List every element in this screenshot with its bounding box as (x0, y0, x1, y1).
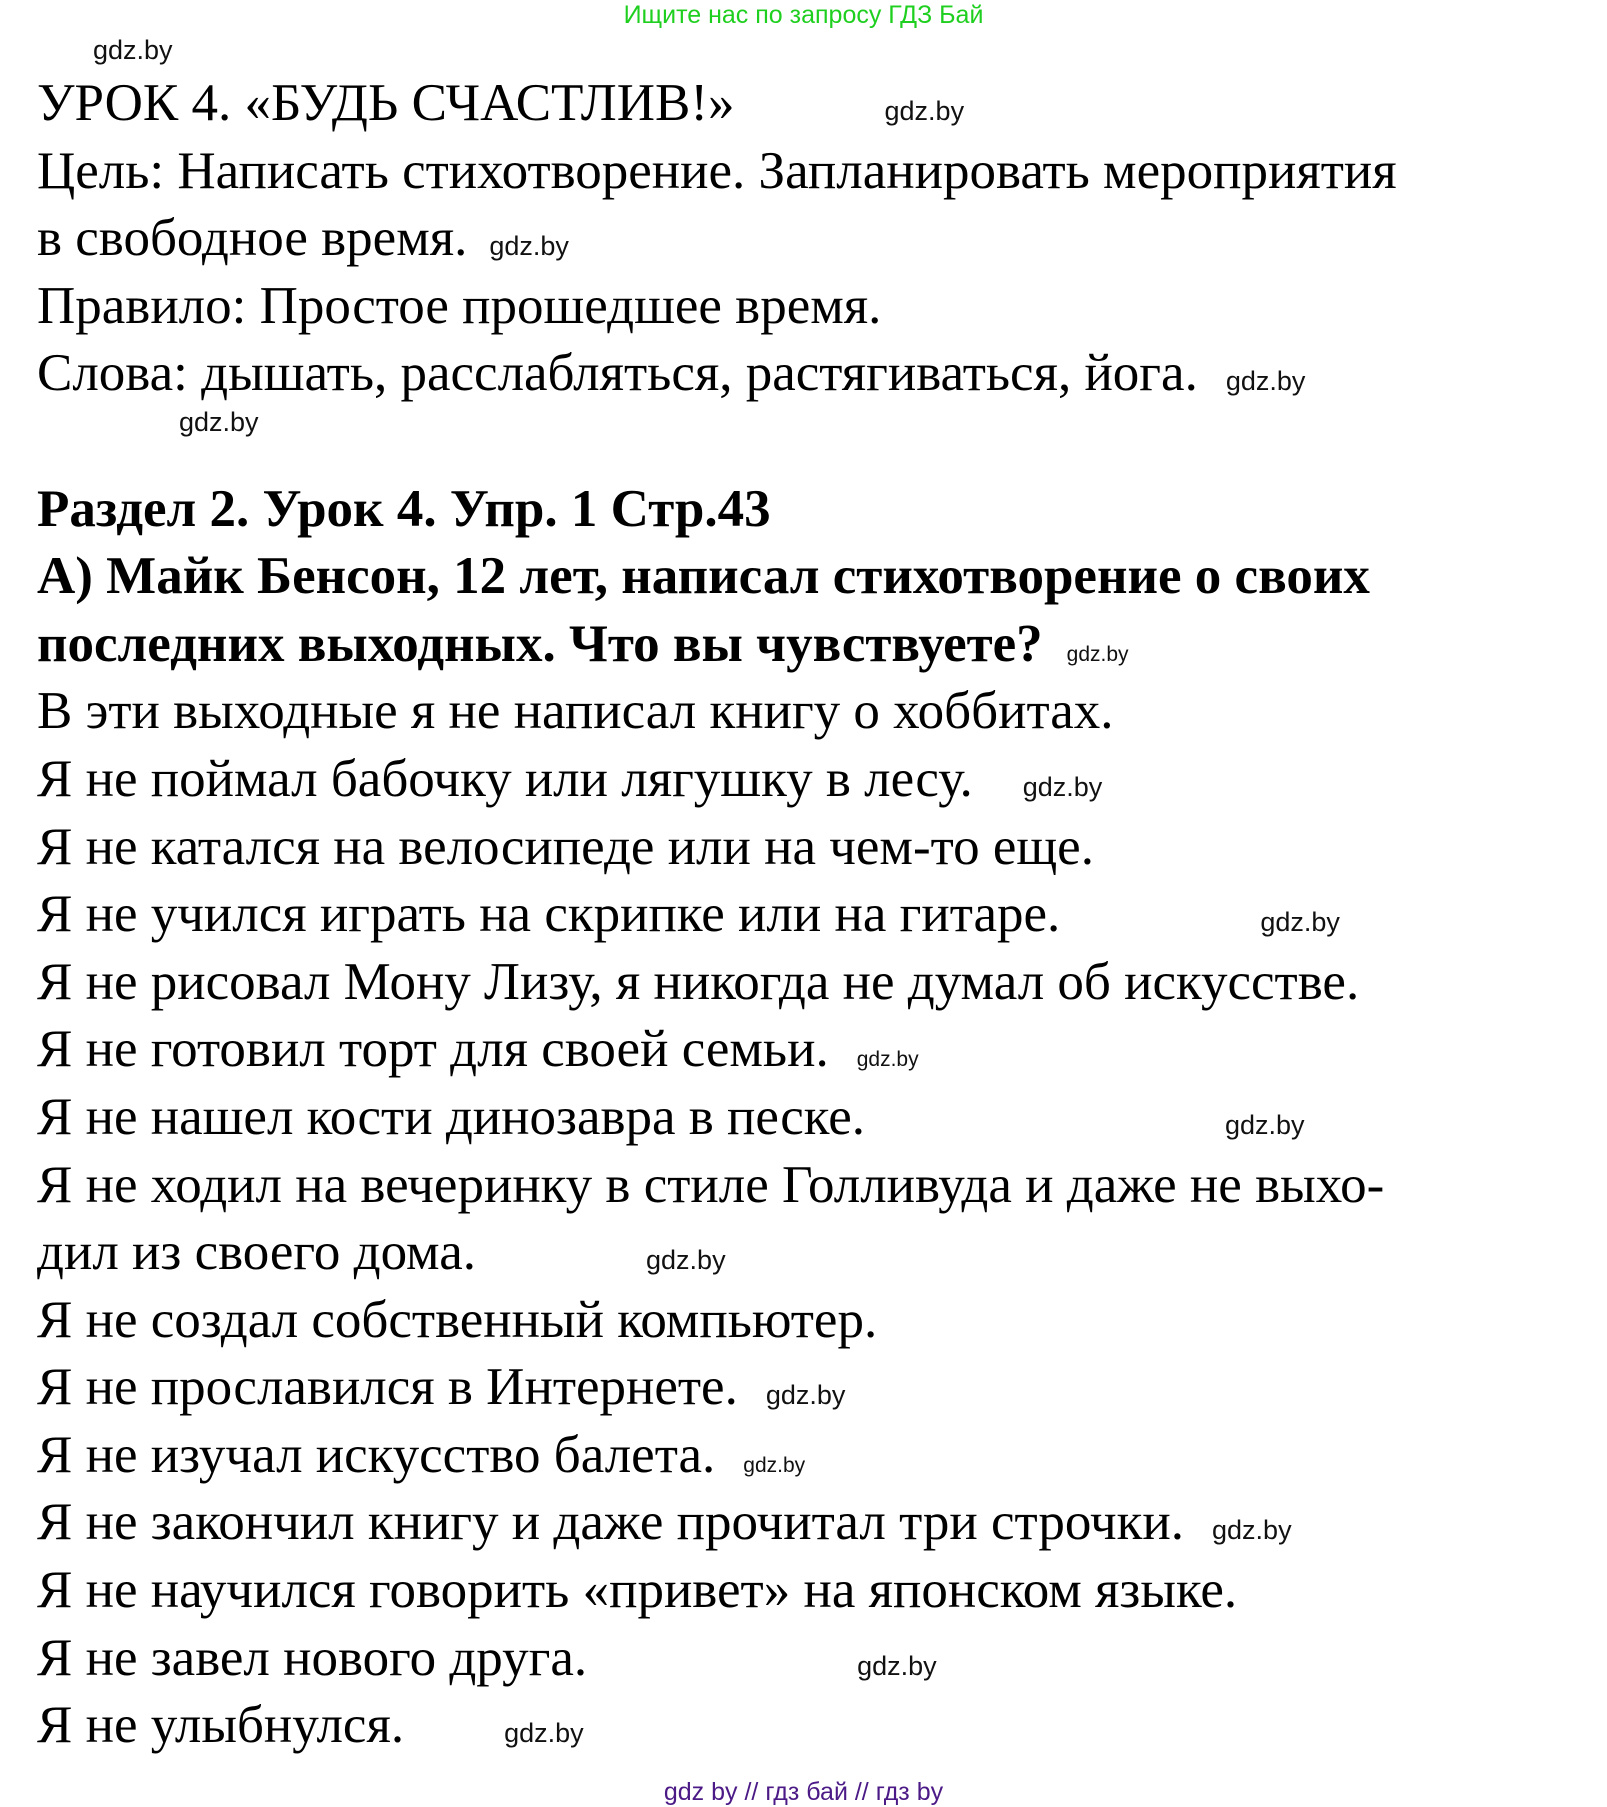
poem-row (37, 1354, 845, 1422)
poem-line: Я не закончил книгу и даже прочитал три строчки. (37, 1493, 1185, 1552)
watermark: gdz.by (1066, 642, 1129, 666)
watermark: gdz.by (1225, 1109, 1305, 1140)
poem-row (37, 1422, 805, 1490)
lesson-title: УРОК 4. «БУДЬ СЧАСТЛИВ!» (37, 74, 735, 132)
watermark: gdz.by (179, 406, 259, 437)
watermark: gdz.by (504, 1718, 584, 1749)
watermark: gdz.by (1212, 1515, 1292, 1546)
poem-line: Я не завел нового друга. (37, 1628, 588, 1687)
task-line-2-row (37, 611, 1129, 679)
task-line-2: последних выходных. Что вы чувствуете? (37, 614, 1043, 673)
poem-row (37, 678, 1114, 746)
poem-row (37, 949, 1359, 1017)
poem-line: Я не прославился в Интернете. (37, 1358, 738, 1417)
watermark: gdz.by (93, 35, 173, 65)
poem-row (37, 881, 1340, 949)
poem-row (37, 1219, 726, 1287)
poem-row (37, 1084, 1305, 1152)
poem-line: Я не научился говорить «привет» на японском языке. (37, 1561, 1238, 1620)
poem-row (37, 1625, 937, 1693)
poem-line: Я не поймал бабочку или лягушку в лесу. (37, 749, 973, 808)
poem-row (37, 1692, 584, 1760)
poem-line: В эти выходные я не написал книгу о хоббитах. (37, 682, 1114, 741)
goal-line-2: в свободное время. (37, 209, 468, 268)
watermark: gdz.by (743, 1453, 806, 1477)
goal-line-2-row (37, 205, 569, 273)
poem-line: Я не нашел кости динозавра в песке. (37, 1087, 865, 1146)
watermark: gdz.by (1260, 907, 1340, 938)
poem-row (37, 1152, 1384, 1220)
poem-line: Я не улыбнулся. (37, 1696, 405, 1755)
poem-line: дил из своего дома. (37, 1223, 477, 1282)
watermark: gdz.by (1022, 771, 1103, 802)
poem-line: Я не учился играть на скрипке или на гитаре. (37, 885, 1061, 944)
watermark: gdz.by (489, 231, 569, 262)
poem-line: Я не готовил торт для своей семьи. (37, 1020, 829, 1079)
poem-line: Я не катался на велосипеде или на чем-то еще. (37, 817, 1094, 876)
search-banner[interactable]: Ищите нас по запросу ГДЗ Бай (623, 1, 984, 29)
document-body (37, 70, 1397, 1760)
poem-line: Я не создал собственный компьютер. (37, 1290, 878, 1349)
watermark: gdz.by (857, 1650, 937, 1681)
exercise-heading: Раздел 2. Урок 4. Упр. 1 Стр.43 (37, 479, 771, 538)
rule-row (37, 273, 881, 341)
watermark: gdz.by (884, 96, 965, 126)
poem-row (37, 1489, 1292, 1557)
poem-line: Я не рисовал Мону Лизу, я никогда не думал об искусстве. (37, 952, 1360, 1011)
exercise-heading-row (37, 476, 771, 544)
poem-line: Я не изучал искусство балета. (37, 1425, 716, 1484)
poem-line: Я не ходил на вечеринку в стиле Голливуда и даже не выхо- (37, 1155, 1385, 1214)
poem-row (37, 814, 1094, 882)
poem-row (37, 1287, 877, 1355)
watermark: gdz.by (765, 1380, 846, 1411)
goal-line-1-row (37, 138, 1397, 206)
words-line: Слова: дышать, расслабляться, растягиваться, йога. (37, 344, 1198, 403)
rule-line: Правило: Простое прошедшее время. (37, 276, 882, 335)
lesson-title-line (37, 70, 964, 138)
watermark: gdz.by (856, 1048, 919, 1072)
footer-links[interactable]: gdz by // гдз бай // гдз by (663, 1778, 944, 1806)
poem-row (37, 1016, 919, 1084)
words-row (37, 340, 1305, 408)
task-line-1-row (37, 543, 1370, 611)
watermark: gdz.by (1225, 366, 1306, 397)
poem-row (37, 1557, 1237, 1625)
spacer-row (37, 408, 259, 476)
watermark: gdz.by (646, 1245, 726, 1276)
goal-line-1: Цель: Написать стихотворение. Запланировать мероприятия (37, 141, 1397, 200)
poem-row (37, 746, 1102, 814)
task-line-1: А) Майк Бенсон, 12 лет, написал стихотворение о своих (37, 547, 1370, 606)
